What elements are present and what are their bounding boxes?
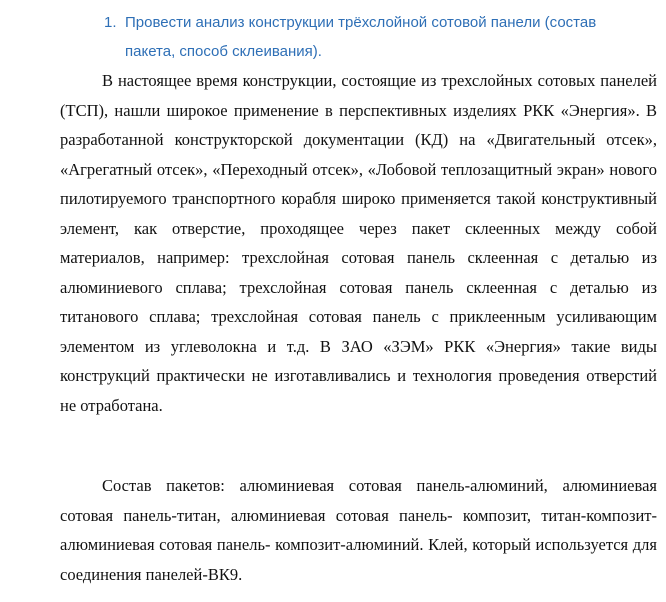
heading-text: Провести анализ конструкции трёхслойной сотовой панели (состав пакета, способ склеивания). bbox=[125, 14, 597, 60]
heading-number: 1. bbox=[104, 14, 117, 31]
paragraph-intro: В настоящее время конструкции, состоящие из трехслойных сотовых панелей (ТСП), нашли широкое применение в перспективных изделиях РКК «Энергия». В разработанной конструкторской документации (КД) на «Двигательный отсек», «Агрегатный отсек», «Переходный отсек», «Лобовой теплозащитный экран» нового пилотируемого транспортного корабля широко применяется такой конструктивный элемент, как отверстие, проходящее через пакет склеенных между собой материалов, например: трехслойная сотовая панель склеенная с деталью из алюминиевого сплава; трехслойная сотовая панель склеенная с деталью из титанового сплава; трехслойная сотовая панель с приклеенным усиливающим элементом из углеволокна и т.д. В ЗАО «ЗЭМ» РКК «Энергия» такие виды конструкций практически не изготавливались и технология проведения отверстий не отработана. bbox=[60, 71, 657, 415]
paragraph-composition: Состав пакетов: алюминиевая сотовая панель-алюминий, алюминиевая сотовая панель-титан, алюминиевая сотовая панель- композит, титан-композит-алюминиевая сотовая панель- композит-алюминий. Клей, который используется для соединения панелей-ВК9. bbox=[60, 476, 657, 584]
section-heading bbox=[104, 8, 649, 66]
